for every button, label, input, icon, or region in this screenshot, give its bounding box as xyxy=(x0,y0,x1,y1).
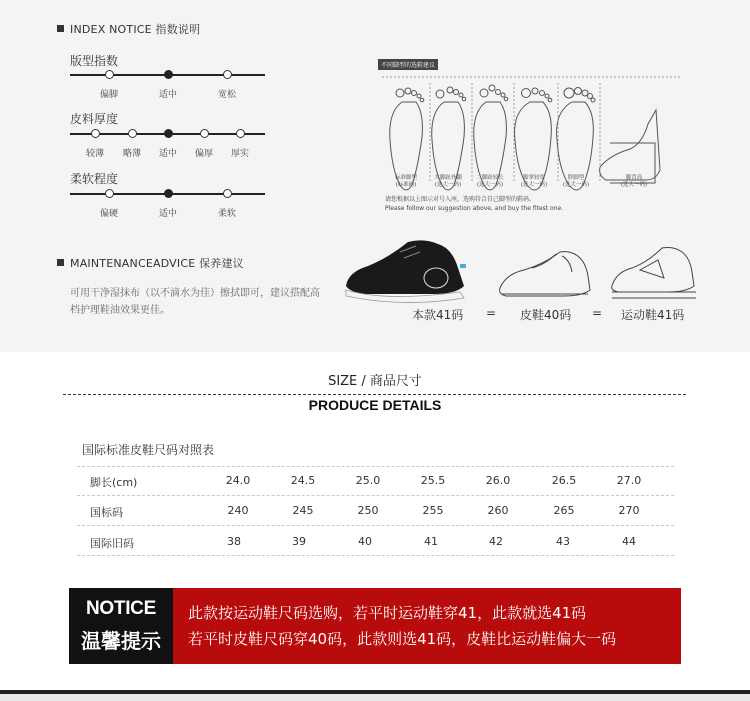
foot-caption-advice: (选大一码) xyxy=(620,182,648,188)
foot-caption xyxy=(384,175,428,189)
foot-guide-hint xyxy=(385,195,563,213)
leather-thickness-tick: 较薄 xyxy=(85,149,105,159)
foot-caption-name: 二脚趾较长 xyxy=(476,175,504,181)
fit-index-tick: 适中 xyxy=(158,90,178,100)
notice-label-block xyxy=(69,588,173,664)
index-notice-header: INDEX NOTICE 指数说明 xyxy=(70,23,201,36)
softness-dot-selected xyxy=(164,189,173,198)
table-cell: 42 xyxy=(489,535,503,548)
leather-thickness-dot-selected xyxy=(164,129,173,138)
foot-caption-advice: (选大一码) xyxy=(562,182,590,188)
equals-sign: = xyxy=(486,306,497,320)
foot-caption-advice: (选大一码) xyxy=(476,182,504,188)
size-section-title: SIZE / 商品尺寸 xyxy=(328,374,422,389)
table-cell: 260 xyxy=(487,504,509,517)
table-cell: 24.0 xyxy=(225,474,251,487)
leather-thickness-dot xyxy=(128,129,137,138)
shoe-compare-leather: 皮鞋40码 xyxy=(520,308,572,322)
table-divider xyxy=(77,525,674,526)
leather-thickness-tick: 略薄 xyxy=(122,149,142,159)
equals-sign: = xyxy=(592,306,603,320)
softness-dot xyxy=(223,189,232,198)
softness-label: 柔软程度 xyxy=(70,172,119,186)
leather-thickness-dot xyxy=(200,129,209,138)
leather-thickness-tick: 偏厚 xyxy=(194,149,214,159)
bottom-strip xyxy=(0,694,750,701)
table-cell: 38 xyxy=(227,535,241,548)
table-cell: 27.0 xyxy=(616,474,642,487)
fit-index-dot xyxy=(105,70,114,79)
table-cell: 24.5 xyxy=(290,474,316,487)
table-cell: 270 xyxy=(618,504,640,517)
softness-dot xyxy=(105,189,114,198)
dashed-divider xyxy=(63,394,686,395)
row-label: 国际旧码 xyxy=(90,537,134,550)
table-cell: 250 xyxy=(357,504,379,517)
fit-index-dot-selected xyxy=(164,70,173,79)
fit-index-tick: 宽松 xyxy=(217,90,237,100)
leather-shoe-icon xyxy=(500,252,590,296)
foot-caption-name: 脚掌较宽 xyxy=(522,175,545,181)
leather-thickness-label: 皮料厚度 xyxy=(70,112,119,126)
table-cell: 44 xyxy=(622,535,636,548)
leather-thickness-dot xyxy=(236,129,245,138)
softness-tick: 适中 xyxy=(158,209,178,219)
softness-tick: 偏硬 xyxy=(99,209,119,219)
table-cell: 26.5 xyxy=(551,474,577,487)
softness-tick: 柔软 xyxy=(217,209,237,219)
maintenance-header: MAINTENANCEADVICE 保养建议 xyxy=(70,257,244,270)
notice-line-2: 若平时皮鞋尺码穿40码，此款则选41码，皮鞋比运动鞋偏大一码 xyxy=(188,630,617,648)
foot-caption-advice: (选大一码) xyxy=(434,182,462,188)
table-cell: 26.0 xyxy=(485,474,511,487)
foot-guide-title: 不同脚型的选鞋建议 xyxy=(378,59,438,70)
table-cell: 39 xyxy=(292,535,306,548)
foot-hint-en: Please follow our suggestion above, and buy the fitest one. xyxy=(385,205,564,212)
table-cell: 41 xyxy=(424,535,438,548)
table-divider xyxy=(77,555,674,556)
foot-caption xyxy=(468,175,512,189)
foot-caption-name: 胖脚型 xyxy=(567,175,585,181)
fit-index-dot xyxy=(223,70,232,79)
table-divider xyxy=(77,495,674,496)
notice-message-block xyxy=(173,588,681,664)
shoe-compare-sneaker: 运动鞋41码 xyxy=(621,308,685,322)
table-divider xyxy=(77,466,674,467)
table-cell: 40 xyxy=(358,535,372,548)
foot-caption-advice: (选大一码) xyxy=(520,182,548,188)
foot-caption-name: 脚背高 xyxy=(625,175,643,181)
table-cell: 25.5 xyxy=(420,474,446,487)
notice-line-1: 此款按运动鞋尺码选购，若平时运动鞋穿41，此款就选41码 xyxy=(188,604,587,622)
fit-index-tick: 偏脚 xyxy=(99,90,119,100)
foot-caption-advice: (标准码) xyxy=(395,182,417,188)
foot-caption-name: 标准脚型 xyxy=(394,175,417,181)
foot-caption xyxy=(554,175,598,189)
product-shoe-icon xyxy=(346,240,466,302)
shoe-compare-this: 本款41码 xyxy=(412,308,464,322)
maintenance-text: 可用干净湿抹布（以不滴水为佳）擦拭即可，建议搭配高档护理鞋油效果更佳。 xyxy=(70,288,320,316)
foot-caption xyxy=(612,175,656,189)
row-label: 国标码 xyxy=(90,506,123,519)
foot-hint-cn: 请您根据以上图示对号入座，选购符合自己脚型的鞋码。 xyxy=(385,196,536,203)
table-cell: 240 xyxy=(227,504,249,517)
leather-thickness-tick: 厚实 xyxy=(230,149,250,159)
row-label: 脚长(cm) xyxy=(90,476,138,489)
table-cell: 245 xyxy=(292,504,314,517)
fit-index-label: 版型指数 xyxy=(70,54,119,68)
notice-banner xyxy=(69,588,681,664)
leather-thickness-tick: 适中 xyxy=(158,149,178,159)
foot-caption xyxy=(426,175,470,189)
bullet-square-icon xyxy=(57,259,64,266)
foot-caption-name: 大脚趾外翻 xyxy=(434,175,462,181)
notice-title-cn: 温馨提示 xyxy=(81,629,161,653)
sneaker-icon xyxy=(612,248,696,299)
produce-details-title: PRODUCE DETAILS xyxy=(308,397,442,413)
table-cell: 255 xyxy=(422,504,444,517)
table-cell: 43 xyxy=(556,535,570,548)
notice-title-en: NOTICE xyxy=(86,598,156,619)
size-table-title: 国际标准皮鞋尺码对照表 xyxy=(82,443,215,457)
bullet-square-icon xyxy=(57,25,64,32)
table-cell: 25.0 xyxy=(355,474,381,487)
foot-caption xyxy=(512,175,556,189)
shoe-comparison-illustration xyxy=(340,238,700,310)
table-cell: 265 xyxy=(553,504,575,517)
leather-thickness-dot xyxy=(91,129,100,138)
foot-type-guide xyxy=(372,55,690,225)
